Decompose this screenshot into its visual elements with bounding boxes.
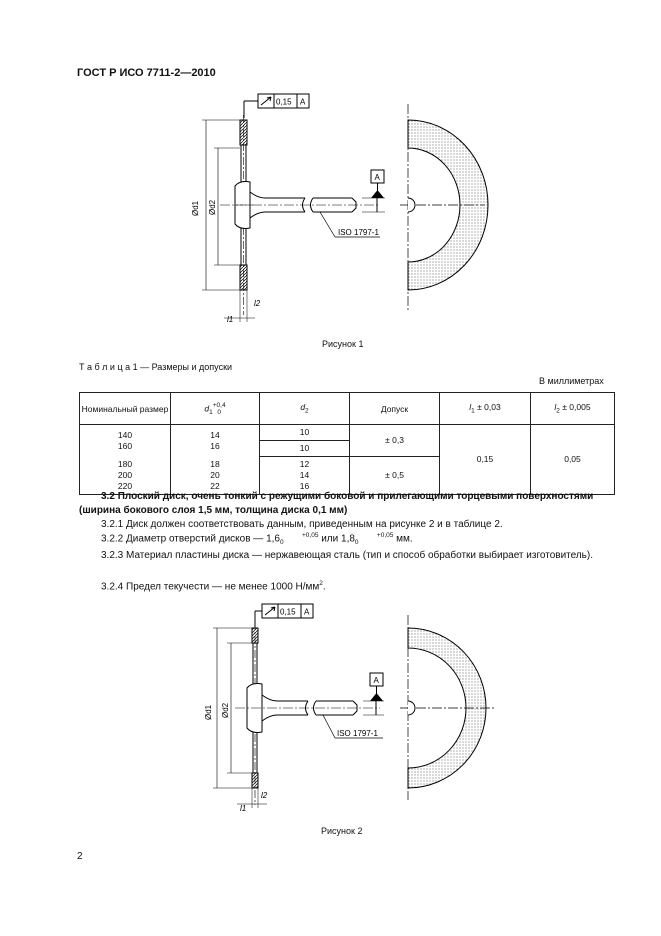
tolerance-value: 0,15 (280, 607, 296, 617)
dim-l1-label: l1 (240, 804, 247, 813)
table-title: Т а б л и ц а 1 — Размеры и допуски (79, 362, 233, 372)
col-d1: $d_1+0,4$ 0 (171, 393, 260, 425)
dim-l2-label: l2 (254, 299, 261, 308)
col-tolerance: Допуск (350, 393, 440, 425)
dim-l1-label: l1 (227, 315, 234, 324)
col-d2: $d_2$ (260, 393, 350, 425)
page-number: 2 (77, 851, 83, 862)
paragraph-3-2-1: 3.2.1 Диск должен соответствовать данным, приведенным на рисунке 2 и в таблице 2. (101, 519, 503, 530)
dim-d1-label: Ød1 (191, 200, 200, 216)
dim-d2-label: Ød2 (208, 199, 217, 215)
dimensions-table: Номинальный размер $d_1+0,4$ 0 $d_2$ Допуск $l_1 \pm 0,03$ $l_2 \pm 0,005$ 140 160 14 16 10 ± 0,3 0,15 0,05 10 180 200 220 18 20 22 12 14 16 ± 0,5 (79, 392, 615, 495)
tolerance-datum: A (300, 97, 306, 107)
tolerance-datum: A (304, 607, 310, 617)
paragraph-3-2-2: 3.2.2 Диаметр отверстий дисков — 1,6 +0,05 0 или 1,8 +0,05 0 мм. (101, 532, 413, 546)
shank-standard-label: ISO 1797-1 (338, 228, 379, 237)
figure-1-caption: Рисунок 1 (322, 339, 364, 349)
dim-d2-label: Ød2 (221, 702, 230, 718)
svg-text:A: A (373, 676, 379, 685)
section-3-2-heading: 3.2 Плоский диск, очень тонкий с режущими боковой и прилегающими торцевыми поверхностями (ширина бокового слоя 1,5 мм, толщина диска 0,1 мм) (79, 491, 594, 516)
figure-1-drawing (180, 90, 510, 330)
col-nominal: Номинальный размер (80, 393, 171, 425)
figure-2-caption: Рисунок 2 (321, 826, 363, 836)
figure-2-drawing (195, 600, 505, 815)
shank-standard-label: ISO 1797-1 (337, 729, 378, 738)
dim-d1-label: Ød1 (204, 704, 213, 720)
table-units: В миллиметрах (539, 376, 604, 386)
paragraph-3-2-4: 3.2.4 Предел текучести — не менее 1000 $Н/мм^2$. (101, 580, 326, 593)
dim-l2-label: l2 (261, 791, 268, 800)
tolerance-frame (244, 94, 309, 118)
document-header: ГОСТ Р ИСО 7711-2—2010 (77, 67, 216, 79)
datum-a (362, 170, 385, 212)
paragraph-3-2-3: 3.2.3 Материал пластины диска — нержавеющая сталь (тип и способ обработки выбирает изготовитель). (101, 550, 594, 561)
tolerance-frame (255, 604, 313, 628)
datum-a (363, 673, 384, 715)
table-row: 140 160 14 16 10 ± 0,3 0,15 0,05 (80, 425, 615, 441)
col-l1: $l_1 \pm 0,03$ (440, 393, 531, 425)
col-l2: $l_2 \pm 0,005$ (531, 393, 615, 425)
table-row: 10 (80, 441, 615, 457)
svg-text:A: A (374, 173, 380, 182)
table-header-row (80, 393, 615, 425)
tolerance-value: 0,15 (276, 97, 292, 107)
